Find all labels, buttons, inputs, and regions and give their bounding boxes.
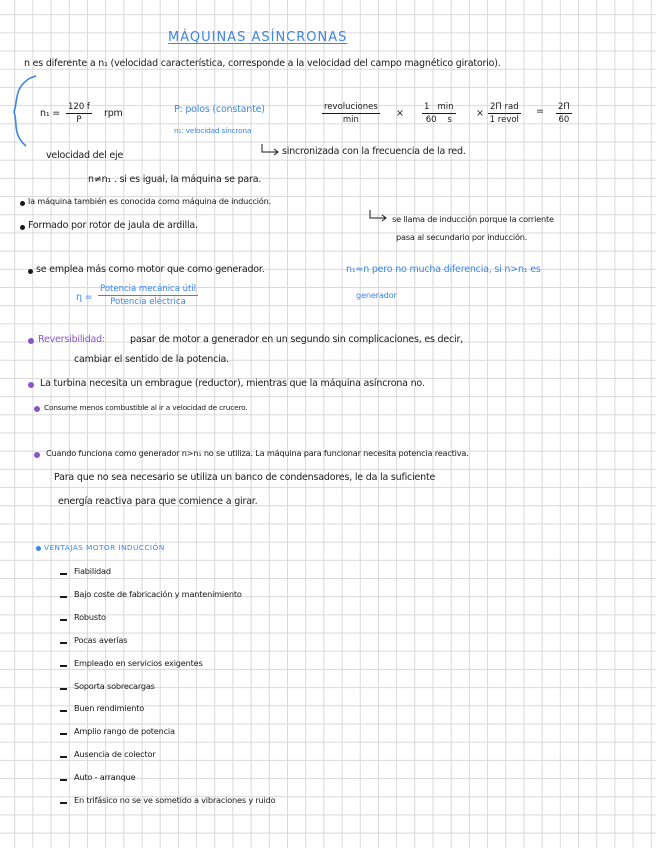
advantage-item: Pocas averías [74, 634, 128, 645]
efficiency-numerator: Potencia mecánica útil [100, 284, 197, 294]
n1-label: n₁ = [40, 108, 61, 119]
advantages-heading: VENTAJAS MOTOR INDUCCIÓN [44, 543, 165, 552]
advantage-item: Robusto [74, 611, 106, 622]
advantage-item: Soporta sobrecargas [74, 680, 155, 691]
induction-note-line-2: pasa al secundario por inducción. [396, 232, 528, 242]
conversion-fraction [322, 102, 380, 125]
times-sign-1: × [396, 108, 404, 119]
radian-denominator: 1 revol [489, 115, 519, 125]
bullet-dot [34, 452, 40, 458]
bullet-dot [20, 201, 25, 206]
minute-fraction-num-unit: min [437, 102, 454, 112]
bullet-dot [28, 382, 34, 388]
conversion-denominator: min [342, 115, 359, 125]
list-dash [60, 779, 67, 781]
advantage-item: Fiabilidad [74, 566, 111, 576]
advantage-item: Ausencia de colector [74, 749, 156, 760]
poles-definition: P: polos (constante) [174, 104, 265, 115]
advantage-item: Buen rendimiento [74, 703, 145, 714]
squirrel-cage-text: Formado por rotor de jaula de ardilla. [28, 220, 198, 231]
advantage-item: Amplio rango de potencia [74, 726, 175, 737]
sync-speed-definition: n₁: velocidad síncrona [174, 126, 252, 135]
result-fraction [556, 102, 572, 125]
list-dash [60, 733, 67, 735]
induction-note-line-1: se llama de inducción porque la corriente [392, 214, 554, 224]
list-dash [60, 642, 67, 644]
reversibility-text: pasar de motor a generador en un segundo sin complicaciones, es decir, [130, 334, 464, 345]
speed-condition: n≠n₁ . si es igual, la máquina se para. [88, 174, 262, 185]
intro-text: n es diferente a n₁ (velocidad característica, corresponde a la velocidad del campo magnético giratorio). [24, 58, 501, 69]
generator-note-line-2: generador [356, 290, 397, 300]
equals-sign: = [536, 106, 544, 117]
efficiency-denominator: Potencia eléctrica [110, 297, 186, 307]
bullet-dot [28, 338, 34, 344]
list-dash [60, 710, 67, 712]
shaft-speed-label: velocidad del eje [46, 150, 124, 161]
advantage-item: En trifásico no se ve sometido a vibraciones y ruido [74, 795, 276, 805]
page-title: MÁQUINAS ASÍNCRONAS [168, 30, 348, 45]
bullet-dot [34, 406, 40, 412]
advantage-item: Empleado en servicios exigentes [74, 657, 203, 668]
n1-denominator: P [76, 115, 82, 125]
generator-usage-line-2: Para que no sea necesario se utiliza un banco de condensadores, le da la suficiente [54, 472, 436, 483]
bullet-dot [28, 269, 33, 274]
radian-fraction [488, 102, 521, 125]
n1-unit: rpm [104, 108, 123, 119]
reversibility-text-2: cambiar el sentido de la potencia. [74, 354, 229, 365]
minute-fraction-den: 60 [425, 115, 437, 125]
fuel-consumption-text: Consume menos combustible al ir a velocidad de crucero. [44, 403, 248, 412]
generator-usage-line-3: energía reactiva para que comience a girar. [58, 496, 258, 507]
times-sign-2: × [476, 108, 484, 119]
advantage-item: Bajo coste de fabricación y mantenimiento [74, 588, 242, 599]
conversion-numerator: revoluciones [324, 102, 378, 112]
efficiency-fraction [98, 284, 198, 307]
minute-fraction-den-unit: s [447, 115, 452, 125]
list-dash [60, 596, 67, 598]
turbine-text: La turbina necesita un embrague (reductor), mientras que la máquina asíncrona no. [40, 378, 425, 389]
sync-note: sincronizada con la frecuencia de la red. [282, 146, 466, 157]
list-dash [60, 688, 67, 690]
bullet-dot [20, 225, 25, 230]
n1-fraction [66, 102, 92, 125]
list-dash [60, 665, 67, 667]
generator-note-line-1: n₁≈n pero no mucha diferencia, si n>n₁ es [346, 264, 541, 275]
reversibility-label: Reversibilidad: [38, 334, 106, 345]
generator-usage-line-1: Cuando funciona como generador n>n₁ no se utiliza. La máquina para funcionar necesita potencia reactiva. [46, 448, 469, 458]
minute-fraction-num: 1 [424, 102, 430, 112]
radian-numerator: 2Π rad [490, 102, 519, 112]
bullet-dot [36, 546, 41, 551]
list-dash [60, 756, 67, 758]
result-numerator: 2Π [558, 102, 570, 112]
efficiency-label: η = [76, 292, 93, 303]
advantage-item: Auto - arranque [74, 772, 136, 783]
list-dash [60, 619, 67, 621]
n1-numerator: 120 f [68, 102, 90, 112]
induction-machine-text: la máquina también es conocida como máquina de inducción. [28, 196, 271, 206]
result-denominator: 60 [558, 115, 570, 125]
list-dash [60, 802, 67, 804]
motor-usage-text: se emplea más como motor que como generador. [36, 264, 265, 275]
list-dash [60, 573, 67, 575]
minute-fraction [422, 102, 456, 125]
